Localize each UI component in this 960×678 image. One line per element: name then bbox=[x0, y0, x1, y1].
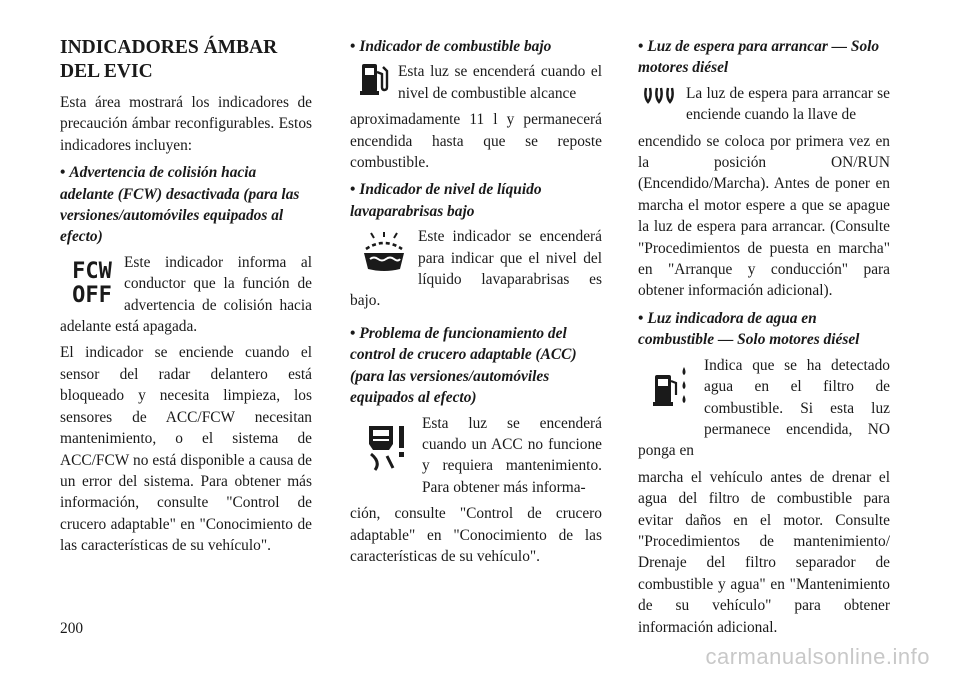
fcw-icon-line1: FCW bbox=[72, 258, 112, 284]
glow-description-continued: encendido se coloca por primera vez en la posición ON/RUN (Encendido/Marcha). Antes de poner en marcha el motor espere a que se apague la luz de espera para arrancar. (Consulte "Procedimientos de puesta en marcha" en "Arranque y conducción" para obtener información adicional). bbox=[638, 132, 890, 300]
heading-line-1: INDICADORES ÁMBAR bbox=[60, 37, 278, 58]
watermark: carmanualsonline.info bbox=[705, 644, 930, 669]
glow-description: La luz de espera para arrancar se enciende cuando la llave de bbox=[686, 84, 890, 124]
acc-indicator-title: • Problema de funcionamiento del control de crucero adaptable (ACC) (para las versiones/automóviles equipados al efecto) bbox=[350, 324, 577, 407]
acc-title-text: Problema de funcionamiento del control de crucero adaptable (ACC) (para las versiones/automóviles equipados al efecto) bbox=[350, 324, 577, 407]
page-number: 200 bbox=[60, 620, 84, 637]
washer-fluid-icon bbox=[350, 226, 418, 278]
water-description-continued: marcha el vehículo antes de drenar el agua del filtro de combustible para evitar daños en el motor. Consulte "Procedimientos de mantenimiento/ Drenaje del filtro separador de combustible y agua" en "Mantenimiento de su vehículo" para obtener información adicional. bbox=[638, 468, 890, 636]
acc-description: Esta luz se encenderá cuando un ACC no funcione y requiera mantenimiento. Para obtener más informa- bbox=[422, 414, 602, 496]
washer-description: Este indicador se encenderá para indicar que el nivel del líquido lavaparabrisas es bajo. bbox=[350, 228, 602, 310]
water-indicator-title: • Luz indicadora de agua en combustible — Solo motores diésel bbox=[638, 309, 860, 349]
acc-malfunction-icon bbox=[350, 413, 422, 481]
fcw-description: Este indicador informa al conductor que la función de advertencia de colisión hacia adelante está apagada. bbox=[60, 253, 312, 336]
intro-paragraph: Esta área mostrará los indicadores de precaución ámbar reconfigurables. Estos indicadores incluyen: bbox=[60, 94, 312, 154]
water-in-fuel-icon bbox=[638, 355, 704, 421]
acc-description-continued: ción, consulte "Control de crucero adaptable" en "Conocimiento de las características de su vehículo". bbox=[350, 505, 602, 565]
washer-title-text: Indicador de nivel de líquido lavaparabrisas bajo bbox=[350, 181, 542, 220]
section-heading bbox=[60, 36, 312, 84]
glow-title-text: Luz de espera para arrancar — Solo motores diésel bbox=[638, 38, 880, 77]
column-2 bbox=[350, 36, 602, 572]
fcw-title-text: Advertencia de colisión hacia adelante (FCW) desactivada (para las versiones/automóviles equipados al efecto) bbox=[60, 164, 300, 246]
water-title-text: Luz indicadora de agua en combustible — Solo motores diésel bbox=[638, 309, 860, 349]
water-description: Indica que se ha detectado agua en el filtro de combustible. Si esta luz permanece encendida, NO ponga en bbox=[638, 356, 890, 460]
heading-line-2: DEL EVIC bbox=[60, 61, 153, 82]
fuel-pump-icon bbox=[350, 61, 398, 97]
glow-indicator-title: • Luz de espera para arrancar — Solo motores diésel bbox=[638, 38, 880, 77]
fcw-indicator-title: • Advertencia de colisión hacia adelante (FCW) desactivada (para las versiones/automóviles equipados al efecto) bbox=[60, 164, 300, 246]
fuel-title-text: Indicador de combustible bajo bbox=[359, 38, 552, 55]
column-3 bbox=[638, 36, 890, 643]
glow-plug-icon bbox=[638, 83, 686, 107]
column-1 bbox=[60, 36, 312, 562]
fuel-description: Esta luz se encenderá cuando el nivel de combustible alcance bbox=[398, 63, 602, 102]
fuel-indicator-title: • Indicador de combustible bajo bbox=[350, 38, 552, 55]
fcw-off-icon bbox=[60, 252, 124, 312]
fuel-description-continued: aproximadamente 11 l y permanecerá encendida hasta que se reposte combustible. bbox=[350, 111, 602, 172]
fcw-description-continued: El indicador se enciende cuando el sensor del radar delantero está bloqueado y necesita limpieza, los sensores de ACC/FCW necesitan mantenimiento, o el sistema de ACC/FCW no está disponible a causa de un error del sistema. Para obtener más información, consulte "Control de crucero adaptable" en "Conocimiento de las características de su vehículo". bbox=[60, 344, 312, 555]
washer-indicator-title: • Indicador de nivel de líquido lavaparabrisas bajo bbox=[350, 181, 542, 220]
fcw-icon-line2: OFF bbox=[72, 282, 112, 307]
